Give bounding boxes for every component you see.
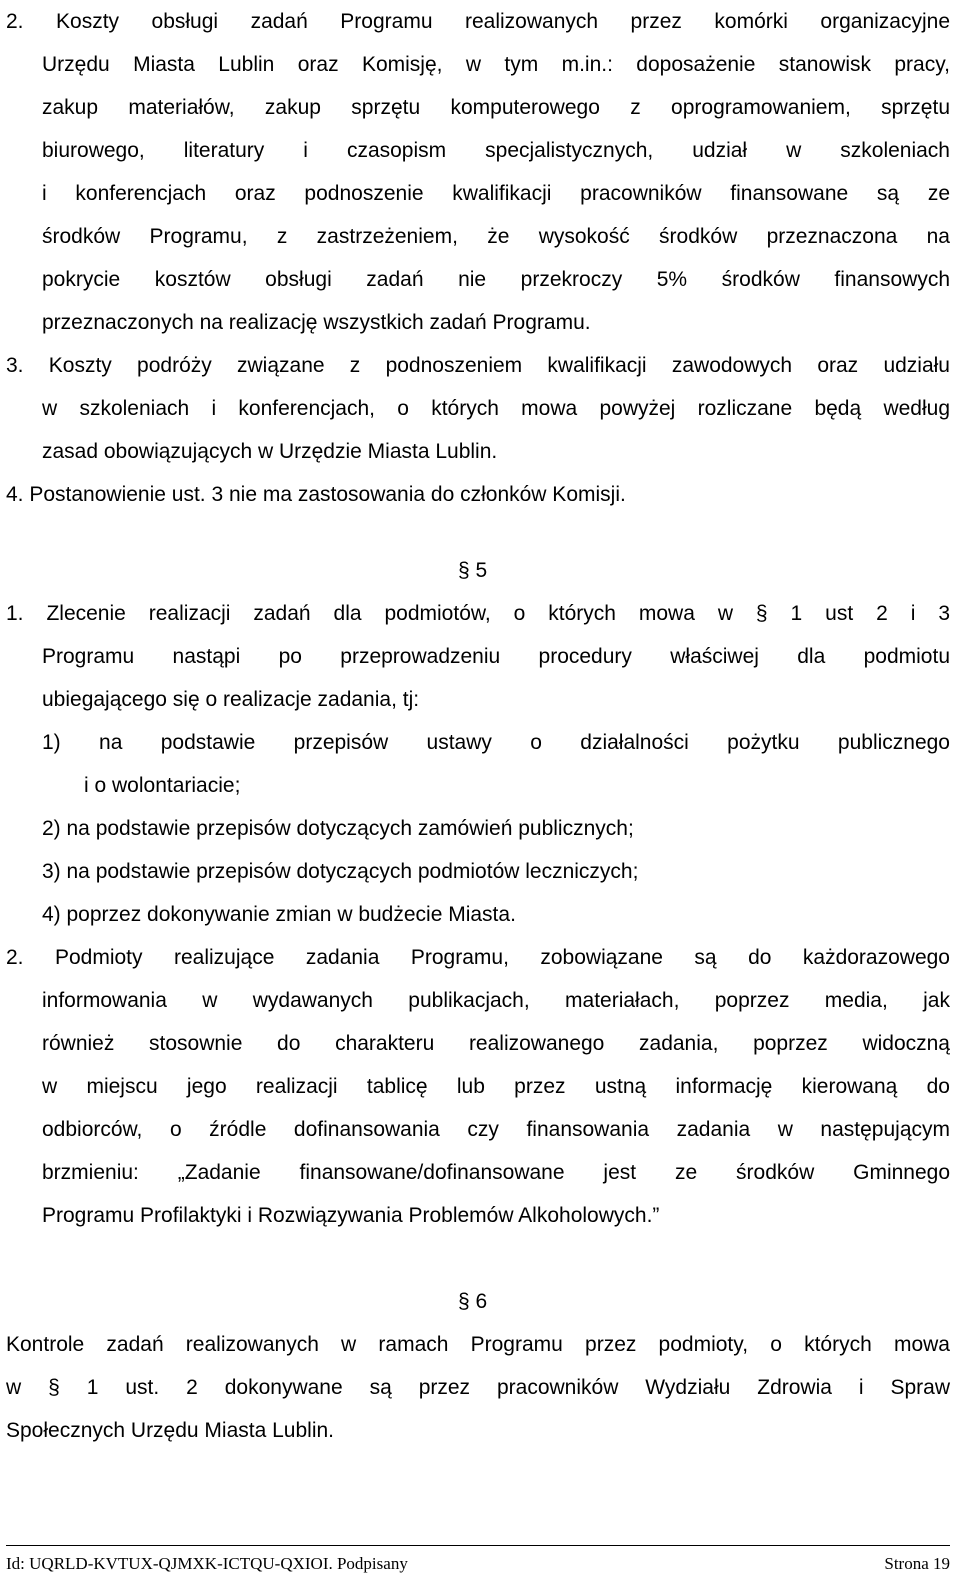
footer-page-number: Strona 19 (884, 1554, 950, 1573)
text-line: brzmieniu: „Zadanie finansowane/dofinansowane jest ze środków Gminnego (42, 1161, 950, 1184)
text-line: pokrycie kosztów obsługi zadań nie przekroczy 5% środków finansowych (42, 268, 950, 291)
section-heading: § 6 (458, 1290, 488, 1313)
text-line: 4. Postanowienie ust. 3 nie ma zastosowania do członków Komisji. (6, 483, 626, 506)
text-line: biurowego, literatury i czasopism specjalistycznych, udział w szkoleniach (42, 139, 950, 162)
text-line: Kontrole zadań realizowanych w ramach Programu przez podmioty, o których mowa (6, 1333, 950, 1356)
text-line: przeznaczonych na realizację wszystkich zadań Programu. (42, 311, 591, 334)
section-heading: § 5 (458, 559, 488, 582)
text-line: również stosownie do charakteru realizowanego zadania, poprzez widoczną (42, 1032, 950, 1055)
text-line: w szkoleniach i konferencjach, o których mowa powyżej rozliczane będą według (42, 397, 950, 420)
text-line: ubiegającego się o realizacje zadania, tj: (42, 688, 420, 711)
list-item: 4) poprzez dokonywanie zmian w budżecie Miasta. (42, 903, 516, 926)
text-line: Programu Profilaktyki i Rozwiązywania Problemów Alkoholowych.” (42, 1204, 660, 1227)
text-line: odbiorców, o źródle dofinansowania czy finansowania zadania w następującym (42, 1118, 950, 1141)
text-line: środków Programu, z zastrzeżeniem, że wysokość środków przeznaczona na (42, 225, 950, 248)
text-line: Urzędu Miasta Lublin oraz Komisję, w tym m.in.: doposażenie stanowisk pracy, (42, 53, 950, 76)
text-line: w miejscu jego realizacji tablicę lub przez ustną informację kierowaną do (42, 1075, 950, 1098)
text-line: informowania w wydawanych publikacjach, materiałach, poprzez media, jak (42, 989, 950, 1012)
text-line: 1. Zlecenie realizacji zadań dla podmiotów, o których mowa w § 1 ust 2 i 3 (6, 602, 950, 625)
text-line: zasad obowiązujących w Urzędzie Miasta Lublin. (42, 440, 498, 463)
list-item: 1) na podstawie przepisów ustawy o działalności pożytku publicznego (42, 731, 950, 754)
text-line: Programu nastąpi po przeprowadzeniu procedury właściwej dla podmiotu (42, 645, 950, 668)
footer-document-id: Id: UQRLD-KVTUX-QJMXK-ICTQU-QXIOI. Podpisany (6, 1554, 408, 1573)
text-line: 3. Koszty podróży związane z podnoszeniem kwalifikacji zawodowych oraz udziału (6, 354, 950, 377)
text-line: w § 1 ust. 2 dokonywane są przez pracowników Wydziału Zdrowia i Spraw (6, 1376, 950, 1399)
text-line: 2. Koszty obsługi zadań Programu realizowanych przez komórki organizacyjne (6, 10, 950, 33)
text-line: 2. Podmioty realizujące zadania Programu, zobowiązane są do każdorazowego (6, 946, 950, 969)
footer-divider (6, 1545, 950, 1546)
text-line: Społecznych Urzędu Miasta Lublin. (6, 1419, 335, 1442)
text-line: i konferencjach oraz podnoszenie kwalifikacji pracowników finansowane są ze (42, 182, 950, 205)
list-item-continuation: i o wolontariacie; (84, 774, 241, 797)
text-line: zakup materiałów, zakup sprzętu komputerowego z oprogramowaniem, sprzętu (42, 96, 950, 119)
list-item: 2) na podstawie przepisów dotyczących zamówień publicznych; (42, 817, 634, 840)
list-item: 3) na podstawie przepisów dotyczących podmiotów leczniczych; (42, 860, 639, 883)
